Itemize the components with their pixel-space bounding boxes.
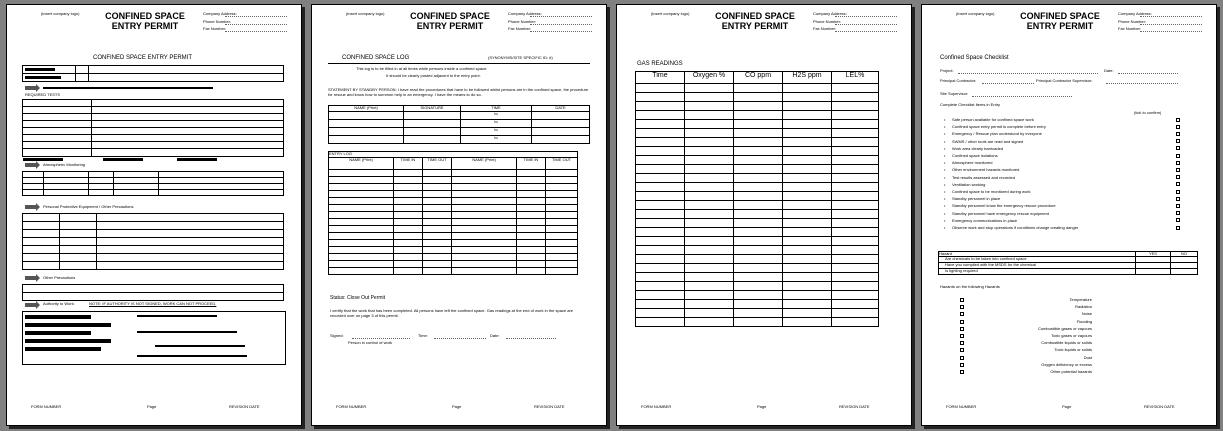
- date-label: Date:: [1104, 68, 1114, 73]
- table-row: [636, 192, 879, 201]
- table-row: [329, 226, 578, 233]
- checklist-checkbox[interactable]: [1176, 118, 1180, 122]
- table-row: [636, 165, 879, 174]
- table-row: [329, 219, 578, 226]
- table-row: [636, 282, 879, 291]
- page-3: [616, 4, 912, 426]
- log-ref: (SYNONYMS/SITE SPECIFIC ID: #): [488, 55, 553, 60]
- footer-center: Page: [452, 404, 462, 409]
- footer-center: Page: [757, 404, 767, 409]
- hazard-checkbox[interactable]: [960, 320, 964, 324]
- bullet-icon: •: [944, 124, 946, 130]
- table-row: [329, 198, 578, 205]
- table-row: [636, 264, 879, 273]
- hazard-label: Toxic liquids or solids: [1054, 347, 1092, 353]
- logo-placeholder: (insert company logo): [956, 11, 995, 16]
- checklist-item-label: Observe work and stop operations if conditions change creating danger: [952, 225, 1079, 230]
- table-row: [636, 246, 879, 255]
- hazard-label: Oxygen deficiency or excess: [1041, 361, 1092, 367]
- fax-number: Fax Number:: [813, 26, 837, 31]
- auth-label: Authority to Work:: [43, 301, 75, 306]
- checklist-item-label: Safe person available for confined space work: [952, 117, 1034, 122]
- table-row: [636, 174, 879, 183]
- signed-label: Signed:: [330, 333, 344, 338]
- table-row: [329, 268, 578, 275]
- hazard-label: Noise: [1081, 311, 1092, 317]
- footer-left: FORM NUMBER: [31, 404, 62, 409]
- page-2: [311, 4, 607, 426]
- other-table: [22, 284, 284, 301]
- table-row: [636, 318, 879, 327]
- table-row: [329, 254, 578, 261]
- footer-left: FORM NUMBER: [946, 404, 977, 409]
- doc-title: CONFINED SPACE ENTRY PERMIT: [715, 11, 795, 31]
- table-row: [636, 255, 879, 264]
- auth-note: NOTE: IF AUTHORITY IS NOT SIGNED, WORK CAN NOT PROCEED.: [89, 301, 217, 306]
- time-label: Time:: [418, 333, 428, 338]
- hazard-label: Radiation: [1075, 304, 1092, 310]
- arrow-icon: [25, 163, 37, 167]
- table-row: [329, 170, 578, 177]
- table-row: [636, 138, 879, 147]
- arrow-icon: [25, 276, 37, 280]
- doc-title: CONFINED SPACE ENTRY PERMIT: [105, 11, 185, 31]
- company-address: Company Address:: [508, 11, 542, 16]
- checklist-checkbox[interactable]: [1176, 132, 1180, 136]
- fax-number: Fax Number:: [1118, 26, 1142, 31]
- footer-center: Page: [147, 404, 157, 409]
- checklist-item-label: Ventilation working: [952, 181, 986, 187]
- checklist-item-label: Confined space to be monitored during work: [952, 189, 1031, 194]
- hazard-label: Dust: [1083, 354, 1092, 360]
- bullet-icon: •: [944, 138, 946, 144]
- checklist-checkbox[interactable]: [1176, 161, 1180, 165]
- table-row: [636, 84, 879, 93]
- checklist-checkbox[interactable]: [1176, 154, 1180, 158]
- page-1: [6, 4, 302, 426]
- bullet-icon: •: [944, 225, 946, 230]
- table-row: [329, 191, 578, 198]
- checklist-checkbox[interactable]: [1176, 226, 1180, 230]
- checklist-item-label: Standby personnel know the emergency rescue procedure: [952, 203, 1056, 209]
- hazard-checkbox[interactable]: [960, 363, 964, 367]
- company-address: Company Address:: [1118, 11, 1152, 16]
- table-row: [329, 247, 578, 254]
- bullet-icon: •: [944, 160, 946, 166]
- table-row: [329, 240, 578, 247]
- standby-log-table: NAME (Print) SIGNATURE TIME DATE to to to to: [328, 105, 590, 144]
- atmospheric-table: [22, 171, 284, 196]
- checklist-checkbox[interactable]: [1176, 182, 1180, 186]
- footer-right: REVISION DATE: [229, 404, 260, 409]
- table-row: [636, 129, 879, 138]
- footer-right: REVISION DATE: [1144, 404, 1175, 409]
- hazard-checkbox[interactable]: [960, 327, 964, 331]
- hazard-label: Other potential hazards: [1050, 369, 1092, 374]
- bullet-icon: •: [944, 167, 946, 173]
- bullet-icon: •: [944, 217, 946, 223]
- table-row: [636, 111, 879, 120]
- date-label: Date:: [490, 333, 500, 338]
- ppe-table: [22, 213, 284, 270]
- footer-center: Page: [1062, 404, 1072, 409]
- hazard-checkbox[interactable]: [960, 341, 964, 345]
- closeout-status: Status: Close Out Permit: [330, 295, 386, 301]
- phone-number: Phone Number:: [203, 19, 232, 24]
- log-note-2: It should be clearly posted adjacent to the entry point.: [386, 73, 481, 78]
- complete-label: Complete Checklist Items in Entry: [940, 102, 1001, 107]
- bullet-icon: •: [944, 117, 946, 122]
- permit-info-table: [22, 65, 284, 82]
- table-row: [636, 273, 879, 282]
- arrow-icon: [25, 86, 37, 90]
- gas-readings-heading: GAS READINGS: [637, 61, 683, 67]
- table-row: [329, 177, 578, 184]
- bullet-icon: •: [944, 189, 946, 194]
- footer-right: REVISION DATE: [534, 404, 565, 409]
- tick-label: (tick to confirm): [1134, 110, 1162, 115]
- checklist-checkbox[interactable]: [1176, 139, 1180, 143]
- checklist-checkbox[interactable]: [1176, 168, 1180, 172]
- section-atmospheric: Atmospheric Monitoring: [43, 162, 86, 167]
- standby-statement: STATEMENT BY STANDBY PERSON: I have read the procedures that have to be followed whilst persons are in the confined space, the procedure for rescue and know how to summon help in an emergency. I have the means to do so.: [328, 87, 589, 97]
- bullet-icon: •: [944, 196, 946, 202]
- project-label: Project:: [940, 68, 954, 73]
- checklist-item-label: Atmosphere monitored: [952, 160, 993, 166]
- hazard-label: Combustible liquids or solids: [1041, 340, 1092, 346]
- checklist-item-label: Test results assessed and recorded: [952, 174, 1015, 180]
- logo-placeholder: (insert company logo): [651, 11, 690, 16]
- bullet-icon: •: [944, 210, 946, 216]
- checklist-checkbox[interactable]: [1176, 146, 1180, 150]
- bullet-icon: •: [944, 145, 946, 151]
- checklist-item-label: Work area clearly barricaded: [952, 145, 1004, 151]
- checklist-item-label: Emergency communications in place: [952, 217, 1018, 223]
- table-row: [636, 201, 879, 210]
- checklist-checkbox[interactable]: [1176, 125, 1180, 129]
- footer-left: FORM NUMBER: [336, 404, 367, 409]
- hazards-title: Hazards on the following Hazards: [940, 284, 1000, 289]
- table-row: [636, 156, 879, 165]
- doc-title: CONFINED SPACE ENTRY PERMIT: [410, 11, 490, 31]
- person-in-control: Person in control of work: [348, 340, 393, 345]
- checklist-item-label: Confined space isolations: [952, 153, 998, 158]
- log-heading: CONFINED SPACE LOG: [342, 55, 410, 61]
- footer-right: REVISION DATE: [839, 404, 870, 409]
- table-row: [636, 147, 879, 156]
- principal-label: Principal Contractor:: [940, 78, 977, 83]
- checklist-item-label: Emergency / Rescue plan understood by everyone: [952, 131, 1042, 137]
- fax-number: Fax Number:: [508, 26, 532, 31]
- phone-number: Phone Number:: [1118, 19, 1147, 24]
- bullet-icon: •: [944, 174, 946, 180]
- checklist-item-label: Standby personnel in place: [952, 196, 1001, 202]
- checklist-item-label: Other environment hazards monitored: [952, 167, 1020, 173]
- hazard-checkbox[interactable]: [960, 334, 964, 338]
- fax-number: Fax Number:: [203, 26, 227, 31]
- table-row: [636, 237, 879, 246]
- checklist-checkbox[interactable]: [1176, 204, 1180, 208]
- phone-number: Phone Number:: [813, 19, 842, 24]
- company-address: Company Address:: [203, 11, 237, 16]
- page-4: [921, 4, 1217, 426]
- checklist-checkbox[interactable]: [1176, 190, 1180, 194]
- bullet-icon: •: [944, 153, 946, 158]
- doc-title: CONFINED SPACE ENTRY PERMIT: [1020, 11, 1100, 31]
- checklist-item-label: SWMS / other tools are read and signed: [952, 138, 1024, 144]
- footer-left: FORM NUMBER: [641, 404, 672, 409]
- checklist-checkbox[interactable]: [1176, 175, 1180, 179]
- table-row: [329, 233, 578, 240]
- table-row: [636, 291, 879, 300]
- table-row: [636, 93, 879, 102]
- site-supervisor-label: Site Supervisor:: [940, 91, 969, 96]
- table-row: [636, 219, 879, 228]
- hazard-checkbox[interactable]: [960, 298, 964, 302]
- table-row: [636, 210, 879, 219]
- bullet-icon: •: [944, 203, 946, 209]
- logo-placeholder: (insert company logo): [41, 11, 80, 16]
- principal-supervisor-label: Principal Contractor Supervisor:: [1036, 78, 1093, 83]
- checklist-checkbox[interactable]: [1176, 211, 1180, 215]
- section-other: Other Precautions: [43, 275, 76, 280]
- section-required-tests: REQUIRED TESTS: [25, 92, 61, 97]
- hazard-checkbox[interactable]: [960, 370, 964, 374]
- bullet-icon: •: [944, 131, 946, 137]
- table-row: [636, 102, 879, 111]
- table-row: [636, 300, 879, 309]
- checklist-checkbox[interactable]: [1176, 197, 1180, 201]
- checklist-heading: Confined Space Checklist: [940, 55, 1009, 61]
- hazard-checkbox[interactable]: [960, 305, 964, 309]
- log-note-1: This log is to be filled in at all times while persons inside a confined space.: [356, 66, 488, 71]
- hazard-label: Temperature: [1069, 297, 1092, 302]
- hazard-label: Toxic gases or vapours: [1051, 333, 1092, 338]
- phone-number: Phone Number:: [508, 19, 537, 24]
- table-row: [636, 228, 879, 237]
- table-row: [636, 120, 879, 129]
- gas-readings-table: Time Oxygen % CO ppm H2S ppm LEL%: [635, 71, 879, 327]
- table-row: [636, 183, 879, 192]
- hazard-label: Combustible gases or vapours: [1037, 325, 1092, 331]
- logo-placeholder: (insert company logo): [346, 11, 385, 16]
- bullet-icon: •: [944, 181, 946, 187]
- hazard-checkbox[interactable]: [960, 356, 964, 360]
- page1-heading: CONFINED SPACE ENTRY PERMIT: [93, 55, 193, 61]
- company-address: Company Address:: [813, 11, 847, 16]
- table-row: [329, 212, 578, 219]
- table-row: [329, 184, 578, 191]
- arrow-icon: [25, 205, 37, 209]
- checklist-checkbox[interactable]: [1176, 218, 1180, 222]
- hazard-label: Flooding: [1076, 318, 1092, 324]
- table-row: [329, 261, 578, 268]
- hazard-checkbox[interactable]: [960, 312, 964, 316]
- table-row: [636, 309, 879, 318]
- section-ppe: Personal Protective Equipment / Other Precautions: [43, 204, 134, 209]
- checklist-item-label: Confined space entry permit is complete before entry: [952, 124, 1046, 130]
- closeout-text: I certify that the work that has been completed. All persons have left the confined space. Gas readings at the end of work in the space are recorded over on page 3 of this permit.: [330, 308, 574, 318]
- arrow-icon: [25, 303, 37, 307]
- table-row: [329, 205, 578, 212]
- entry-log-table: ENTRY LOG NAME (Print) TIME IN TIME OUT NAME (Print) TIME IN TIME OUT: [328, 151, 578, 275]
- chemical-table: Hazard YES NO Are chemicals to be taken into confined space Have you complied with the MSDS for the chemical Is lighting required: [938, 251, 1198, 275]
- hazard-checkbox[interactable]: [960, 348, 964, 352]
- required-tests-table: [22, 99, 284, 157]
- checklist-item-label: Standby personnel have emergency rescue equipment: [952, 210, 1049, 216]
